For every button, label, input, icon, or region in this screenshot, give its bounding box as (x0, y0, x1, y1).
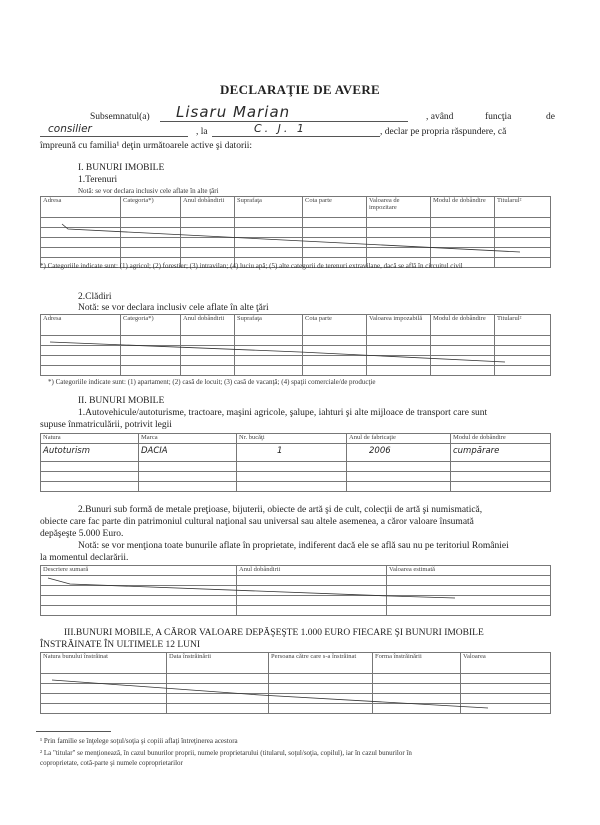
col-header: Titularul² (495, 197, 551, 218)
vehicles-text-2: supuse înmatriculării, potrivit legii (40, 420, 172, 430)
col-header: Data înstrăinării (167, 653, 269, 674)
vehicle-natura: Autoturism (41, 444, 139, 462)
footnote-2-cont: coproprietate, cotă-parte şi numele coproprietarilor (40, 759, 183, 767)
terenuri-note: Notă: se vor declara inclusiv cele aflate în alte ţări (78, 187, 219, 195)
col-header: Modul de dobândire (431, 315, 495, 336)
valuables-text-2: obiecte care fac parte din patrimoniul cultural naţional sau universal sau altele asemenea, a căror valoare însumată (40, 517, 474, 527)
col-header: Valoarea (461, 653, 551, 674)
subsemnatul-label: Subsemnatul(a) (90, 112, 150, 122)
declarant-name: Lisaru Marian (176, 103, 291, 121)
section3-heading: III.BUNURI MOBILE, A CĂROR VALOARE DEPĂŞEŞTE 1.000 EURO FIECARE ŞI BUNURI IMOBILE (64, 628, 484, 638)
col-header: Adresa (41, 197, 121, 218)
valuables-note: Notă: se vor menţiona toate bunurile aflate în proprietate, indiferent dacă ele se află sau nu pe teritoriul României (78, 541, 509, 551)
valuables-text-3: depăşeşte 5.000 Euro. (40, 529, 124, 539)
col-header: Suprafaţa (235, 315, 303, 336)
footnote-2: ² La "titular" se menţionează, în cazul bunurilor proprii, numele proprietarului (titularul, soţul/soţia, copilul), iar în cazul bunurilor în (40, 749, 412, 757)
col-header: Anul de fabricaţie (347, 434, 451, 444)
valuables-note-2: la momentul declarării. (40, 553, 129, 563)
la-label: , la (196, 127, 208, 137)
section2-heading: II. BUNURI MOBILE (78, 396, 165, 406)
section3-heading-2: ÎNSTRĂINATE ÎN ULTIMELE 12 LUNI (40, 640, 201, 650)
col-header: Cota parte (303, 197, 367, 218)
col-header: Marca (139, 434, 237, 444)
col-header: Adresa (41, 315, 121, 336)
section1-heading: I. BUNURI IMOBILE (78, 163, 165, 173)
col-header: Natura (41, 434, 139, 444)
vehicles-text: 1.Autovehicule/autoturisme, tractoare, maşini agricole, şalupe, iahturi şi alte mijloace de transport care sunt (78, 408, 488, 418)
intro-line2: împreună cu familia¹ deţin următoarele active şi datorii: (40, 141, 253, 151)
col-header: Titularul² (495, 315, 551, 336)
terenuri-footnote: *) Categoriile indicate sunt: (1) agricol; (2) forestier; (3) intravilan; (4) luciu apă; (5) alte categorii de terenuri extravilane, dacă se află în circuitul civil (40, 262, 463, 270)
col-header: Persoana către care s-a înstrăinat (269, 653, 373, 674)
document-title: DECLARAŢIE DE AVERE (219, 82, 381, 97)
de-label: de (546, 112, 555, 122)
declar-text: , declar pe propria răspundere, că (380, 127, 507, 137)
col-header: Valoarea impozabilă (367, 315, 431, 336)
col-header: Valoarea de impozitare (367, 197, 431, 218)
col-header: Valoarea estimată (387, 566, 551, 576)
col-header: Anul dobândirii (237, 566, 387, 576)
cladiri-footnote: *) Categoriile indicate sunt: (1) apartament; (2) casă de locuit; (3) casă de vacanţă; (4) spaţii comerciale/de producţie (48, 378, 376, 386)
avand-label: , având (426, 112, 454, 122)
col-header: Forma înstrăinării (373, 653, 461, 674)
col-header: Natura bunului înstrăinat (41, 653, 167, 674)
vehicle-marca: DACIA (139, 444, 237, 462)
cladiri-heading: 2.Clădiri (78, 292, 112, 302)
vehicle-count: 1 (237, 444, 347, 462)
col-header: Suprafaţa (235, 197, 303, 218)
valuables-text: 2.Bunuri sub formă de metale preţioase, bijuterii, obiecte de artă şi de cult, colecţii de artă şi numismatică, (78, 505, 483, 515)
col-header: Modul de dobândire (431, 197, 495, 218)
institution-value: C. J. 1 (254, 122, 307, 135)
vehicle-acquisition: cumpărare (451, 444, 551, 462)
cladiri-note: Notă: se vor declara inclusiv cele aflate în alte ţări (78, 303, 269, 313)
col-header: Cota parte (303, 315, 367, 336)
col-header: Descriere sumară (41, 566, 237, 576)
terenuri-heading: 1.Terenuri (78, 175, 118, 185)
col-header: Anul dobândirii (181, 315, 235, 336)
function-value: consilier (48, 123, 92, 135)
col-header: Categoria*) (121, 315, 181, 336)
col-header: Nr. bucăţi (237, 434, 347, 444)
footnote-1: ¹ Prin familie se înţelege soţul/soţia şi copiii aflaţi întreţinerea acestora (40, 737, 238, 745)
col-header: Anul dobândirii (181, 197, 235, 218)
functia-label: funcţia (485, 112, 512, 122)
vehicle-year: 2006 (347, 444, 451, 462)
col-header: Modul de dobândire (451, 434, 551, 444)
col-header: Categoria*) (121, 197, 181, 218)
footnote-divider (36, 731, 111, 732)
